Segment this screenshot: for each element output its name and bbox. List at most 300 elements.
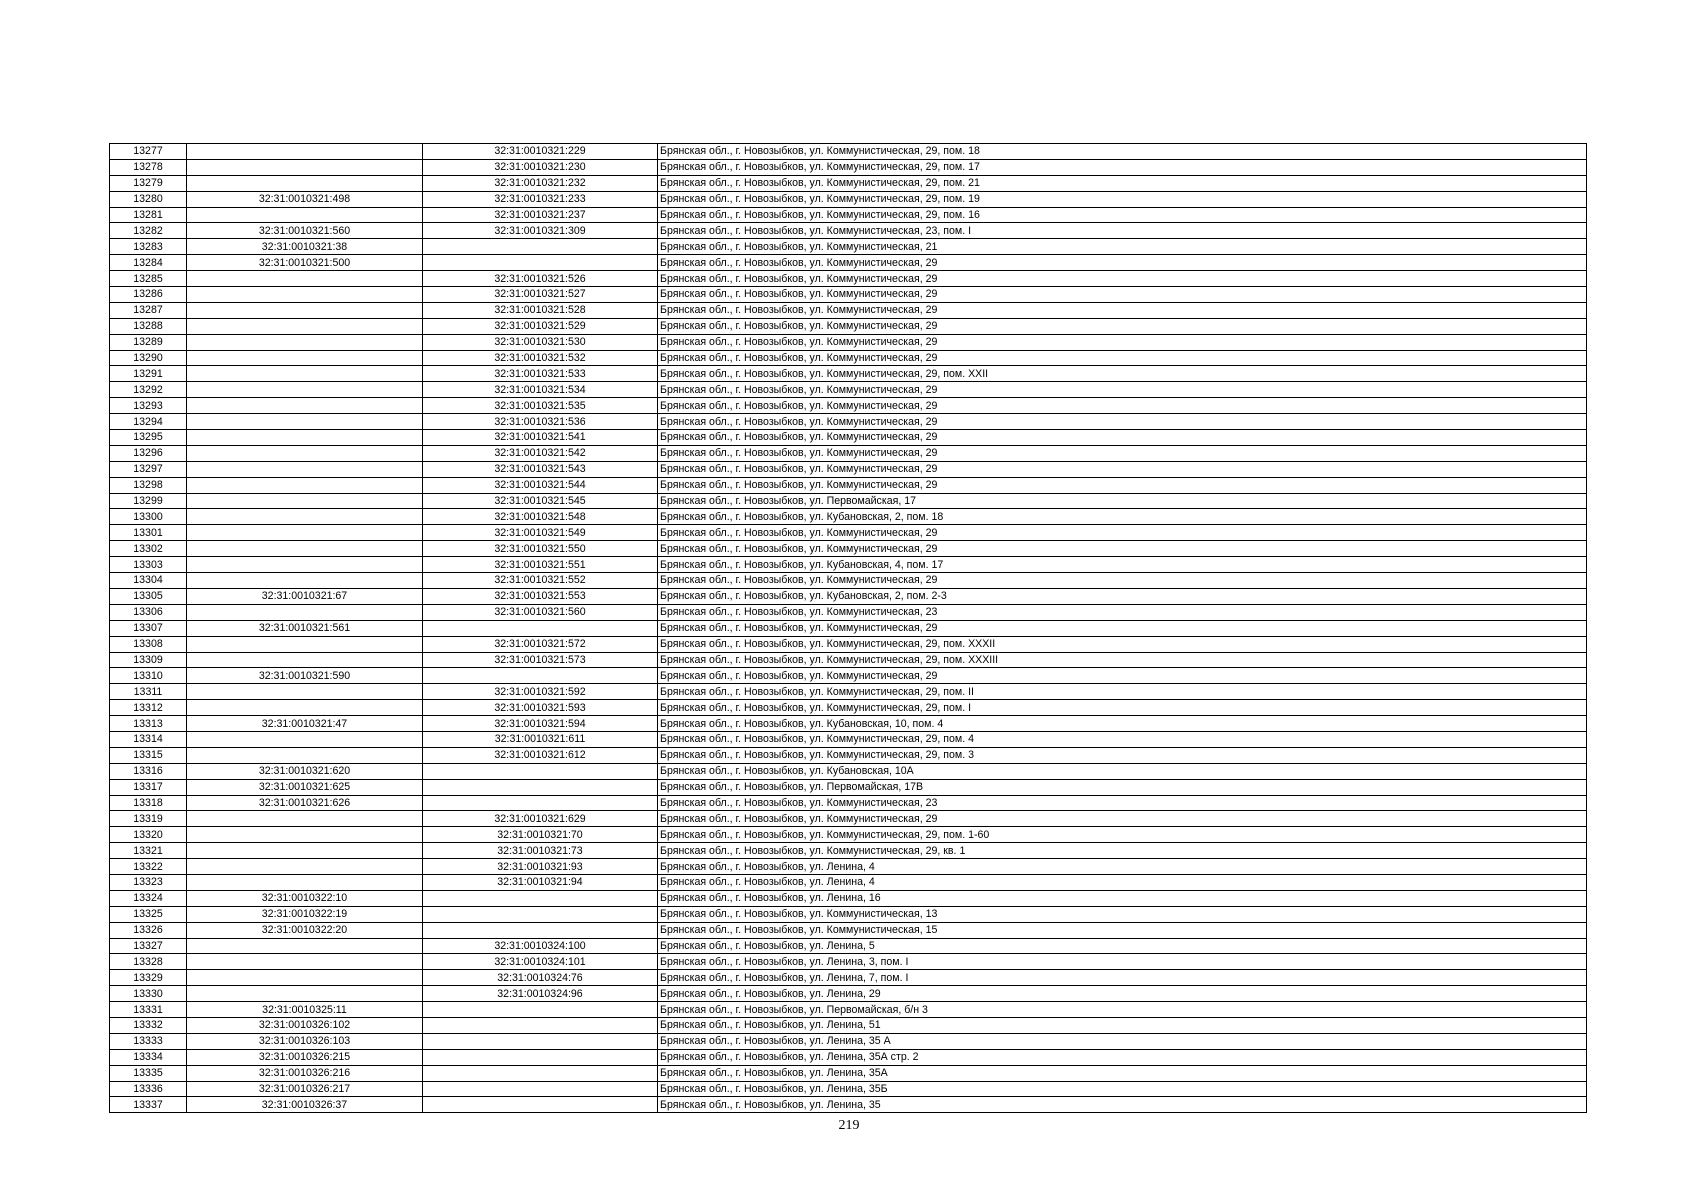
address-cell: Брянская обл., г. Новозыбков, ул. Кубановская, 10, пом. 4 (658, 716, 1587, 732)
object-cadastral-number-cell: 32:31:0010321:529 (423, 318, 658, 334)
row-number-cell: 13321 (110, 843, 187, 859)
object-cadastral-number-cell: 32:31:0010321:534 (423, 382, 658, 398)
land-cadastral-number-cell (187, 271, 423, 287)
row-number-cell: 13315 (110, 747, 187, 763)
address-cell: Брянская обл., г. Новозыбков, ул. Коммунистическая, 29, пом. 3 (658, 747, 1587, 763)
land-cadastral-number-cell: 32:31:0010322:10 (187, 890, 423, 906)
object-cadastral-number-cell: 32:31:0010321:611 (423, 731, 658, 747)
object-cadastral-number-cell: 32:31:0010324:100 (423, 938, 658, 954)
table-row (110, 827, 1587, 843)
row-number-cell: 13334 (110, 1049, 187, 1065)
land-cadastral-number-cell (187, 859, 423, 875)
object-cadastral-number-cell: 32:31:0010321:527 (423, 287, 658, 303)
object-cadastral-number-cell: 32:31:0010321:552 (423, 573, 658, 589)
object-cadastral-number-cell: 32:31:0010321:551 (423, 557, 658, 573)
row-number-cell: 13327 (110, 938, 187, 954)
table-row (110, 398, 1587, 414)
land-cadastral-number-cell (187, 302, 423, 318)
object-cadastral-number-cell: 32:31:0010324:101 (423, 954, 658, 970)
row-number-cell: 13319 (110, 811, 187, 827)
row-number-cell: 13289 (110, 334, 187, 350)
table-row (110, 1097, 1587, 1113)
address-cell: Брянская обл., г. Новозыбков, ул. Кубановская, 4, пом. 17 (658, 557, 1587, 573)
row-number-cell: 13286 (110, 287, 187, 303)
address-cell: Брянская обл., г. Новозыбков, ул. Коммунистическая, 29 (658, 350, 1587, 366)
address-cell: Брянская обл., г. Новозыбков, ул. Ленина, 4 (658, 874, 1587, 890)
land-cadastral-number-cell (187, 350, 423, 366)
object-cadastral-number-cell (423, 1097, 658, 1113)
land-cadastral-number-cell (187, 874, 423, 890)
row-number-cell: 13296 (110, 445, 187, 461)
table-row (110, 588, 1587, 604)
object-cadastral-number-cell: 32:31:0010321:230 (423, 159, 658, 175)
object-cadastral-number-cell: 32:31:0010321:544 (423, 477, 658, 493)
table-row (110, 239, 1587, 255)
table-row (110, 652, 1587, 668)
table-row (110, 493, 1587, 509)
address-cell: Брянская обл., г. Новозыбков, ул. Коммунистическая, 29, пом. 1-60 (658, 827, 1587, 843)
address-cell: Брянская обл., г. Новозыбков, ул. Коммунистическая, 23 (658, 604, 1587, 620)
row-number-cell: 13310 (110, 668, 187, 684)
land-cadastral-number-cell (187, 557, 423, 573)
row-number-cell: 13281 (110, 207, 187, 223)
address-cell: Брянская обл., г. Новозыбков, ул. Коммунистическая, 29 (658, 287, 1587, 303)
address-cell: Брянская обл., г. Новозыбков, ул. Коммунистическая, 29 (658, 334, 1587, 350)
address-cell: Брянская обл., г. Новозыбков, ул. Коммунистическая, 29 (658, 541, 1587, 557)
address-cell: Брянская обл., г. Новозыбков, ул. Коммунистическая, 23, пом. I (658, 223, 1587, 239)
land-cadastral-number-cell: 32:31:0010326:37 (187, 1097, 423, 1113)
object-cadastral-number-cell (423, 1017, 658, 1033)
land-cadastral-number-cell (187, 175, 423, 191)
table-row (110, 954, 1587, 970)
row-number-cell: 13313 (110, 716, 187, 732)
address-cell: Брянская обл., г. Новозыбков, ул. Коммунистическая, 29 (658, 255, 1587, 271)
row-number-cell: 13297 (110, 461, 187, 477)
object-cadastral-number-cell: 32:31:0010321:545 (423, 493, 658, 509)
row-number-cell: 13330 (110, 986, 187, 1002)
row-number-cell: 13329 (110, 970, 187, 986)
table-row (110, 461, 1587, 477)
address-cell: Брянская обл., г. Новозыбков, ул. Коммунистическая, 29, пом. 17 (658, 159, 1587, 175)
table-row (110, 144, 1587, 160)
land-cadastral-number-cell (187, 525, 423, 541)
row-number-cell: 13314 (110, 731, 187, 747)
land-cadastral-number-cell: 32:31:0010321:625 (187, 779, 423, 795)
address-cell: Брянская обл., г. Новозыбков, ул. Ленина, 35 (658, 1097, 1587, 1113)
row-number-cell: 13333 (110, 1033, 187, 1049)
table-row (110, 1049, 1587, 1065)
object-cadastral-number-cell: 32:31:0010321:94 (423, 874, 658, 890)
row-number-cell: 13331 (110, 1002, 187, 1018)
table-row (110, 1017, 1587, 1033)
table-row (110, 604, 1587, 620)
row-number-cell: 13324 (110, 890, 187, 906)
object-cadastral-number-cell: 32:31:0010321:594 (423, 716, 658, 732)
address-cell: Брянская обл., г. Новозыбков, ул. Коммунистическая, 29, пом. 16 (658, 207, 1587, 223)
address-cell: Брянская обл., г. Новозыбков, ул. Коммунистическая, 29, пом. II (658, 684, 1587, 700)
row-number-cell: 13299 (110, 493, 187, 509)
table-row (110, 382, 1587, 398)
object-cadastral-number-cell: 32:31:0010321:543 (423, 461, 658, 477)
object-cadastral-number-cell: 32:31:0010321:528 (423, 302, 658, 318)
land-cadastral-number-cell: 32:31:0010322:19 (187, 906, 423, 922)
row-number-cell: 13305 (110, 588, 187, 604)
table-row (110, 175, 1587, 191)
table-row (110, 1081, 1587, 1097)
object-cadastral-number-cell (423, 922, 658, 938)
row-number-cell: 13283 (110, 239, 187, 255)
row-number-cell: 13304 (110, 573, 187, 589)
address-cell: Брянская обл., г. Новозыбков, ул. Коммунистическая, 29, кв. 1 (658, 843, 1587, 859)
address-cell: Брянская обл., г. Новозыбков, ул. Коммунистическая, 29 (658, 573, 1587, 589)
address-cell: Брянская обл., г. Новозыбков, ул. Ленина, 5 (658, 938, 1587, 954)
address-cell: Брянская обл., г. Новозыбков, ул. Ленина, 3, пом. I (658, 954, 1587, 970)
object-cadastral-number-cell (423, 1002, 658, 1018)
table-row (110, 318, 1587, 334)
object-cadastral-number-cell: 32:31:0010321:592 (423, 684, 658, 700)
table-row (110, 763, 1587, 779)
object-cadastral-number-cell: 32:31:0010321:553 (423, 588, 658, 604)
object-cadastral-number-cell: 32:31:0010321:629 (423, 811, 658, 827)
object-cadastral-number-cell: 32:31:0010321:573 (423, 652, 658, 668)
land-cadastral-number-cell (187, 318, 423, 334)
address-cell: Брянская обл., г. Новозыбков, ул. Ленина, 35Б (658, 1081, 1587, 1097)
address-cell: Брянская обл., г. Новозыбков, ул. Ленина, 4 (658, 859, 1587, 875)
land-cadastral-number-cell: 32:31:0010321:561 (187, 620, 423, 636)
object-cadastral-number-cell: 32:31:0010321:70 (423, 827, 658, 843)
land-cadastral-number-cell (187, 731, 423, 747)
address-cell: Брянская обл., г. Новозыбков, ул. Коммунистическая, 23 (658, 795, 1587, 811)
address-cell: Брянская обл., г. Новозыбков, ул. Коммунистическая, 29 (658, 414, 1587, 430)
row-number-cell: 13280 (110, 191, 187, 207)
row-number-cell: 13292 (110, 382, 187, 398)
land-cadastral-number-cell (187, 573, 423, 589)
object-cadastral-number-cell: 32:31:0010321:532 (423, 350, 658, 366)
object-cadastral-number-cell: 32:31:0010321:533 (423, 366, 658, 382)
address-cell: Брянская обл., г. Новозыбков, ул. Коммунистическая, 29 (658, 430, 1587, 446)
row-number-cell: 13337 (110, 1097, 187, 1113)
registry-table (109, 143, 1587, 1113)
object-cadastral-number-cell: 32:31:0010321:530 (423, 334, 658, 350)
row-number-cell: 13302 (110, 541, 187, 557)
land-cadastral-number-cell (187, 366, 423, 382)
row-number-cell: 13295 (110, 430, 187, 446)
table-row (110, 779, 1587, 795)
address-cell: Брянская обл., г. Новозыбков, ул. Ленина, 35 А (658, 1033, 1587, 1049)
address-cell: Брянская обл., г. Новозыбков, ул. Коммунистическая, 29 (658, 525, 1587, 541)
land-cadastral-number-cell: 32:31:0010321:500 (187, 255, 423, 271)
row-number-cell: 13284 (110, 255, 187, 271)
address-cell: Брянская обл., г. Новозыбков, ул. Коммунистическая, 29, пом. 18 (658, 144, 1587, 160)
table-row (110, 430, 1587, 446)
object-cadastral-number-cell: 32:31:0010321:93 (423, 859, 658, 875)
row-number-cell: 13309 (110, 652, 187, 668)
table-row (110, 573, 1587, 589)
object-cadastral-number-cell: 32:31:0010321:536 (423, 414, 658, 430)
row-number-cell: 13323 (110, 874, 187, 890)
row-number-cell: 13282 (110, 223, 187, 239)
object-cadastral-number-cell: 32:31:0010321:535 (423, 398, 658, 414)
row-number-cell: 13294 (110, 414, 187, 430)
address-cell: Брянская обл., г. Новозыбков, ул. Коммунистическая, 29, пом. XXXIII (658, 652, 1587, 668)
table-row (110, 795, 1587, 811)
row-number-cell: 13316 (110, 763, 187, 779)
table-row (110, 159, 1587, 175)
land-cadastral-number-cell: 32:31:0010321:590 (187, 668, 423, 684)
table-row (110, 938, 1587, 954)
object-cadastral-number-cell (423, 763, 658, 779)
address-cell: Брянская обл., г. Новозыбков, ул. Коммунистическая, 29 (658, 382, 1587, 398)
row-number-cell: 13318 (110, 795, 187, 811)
table-row (110, 477, 1587, 493)
object-cadastral-number-cell (423, 1065, 658, 1081)
table-row (110, 874, 1587, 890)
object-cadastral-number-cell (423, 255, 658, 271)
table-row (110, 636, 1587, 652)
land-cadastral-number-cell (187, 159, 423, 175)
land-cadastral-number-cell: 32:31:0010321:626 (187, 795, 423, 811)
row-number-cell: 13278 (110, 159, 187, 175)
land-cadastral-number-cell (187, 684, 423, 700)
table-row (110, 350, 1587, 366)
land-cadastral-number-cell: 32:31:0010321:498 (187, 191, 423, 207)
address-cell: Брянская обл., г. Новозыбков, ул. Коммунистическая, 29 (658, 668, 1587, 684)
row-number-cell: 13293 (110, 398, 187, 414)
row-number-cell: 13290 (110, 350, 187, 366)
address-cell: Брянская обл., г. Новозыбков, ул. Коммунистическая, 29, пом. 21 (658, 175, 1587, 191)
row-number-cell: 13287 (110, 302, 187, 318)
object-cadastral-number-cell: 32:31:0010321:560 (423, 604, 658, 620)
table-row (110, 287, 1587, 303)
row-number-cell: 13308 (110, 636, 187, 652)
address-cell: Брянская обл., г. Новозыбков, ул. Коммунистическая, 29, пом. I (658, 700, 1587, 716)
object-cadastral-number-cell: 32:31:0010321:612 (423, 747, 658, 763)
land-cadastral-number-cell: 32:31:0010321:620 (187, 763, 423, 779)
address-cell: Брянская обл., г. Новозыбков, ул. Ленина, 35А (658, 1065, 1587, 1081)
address-cell: Брянская обл., г. Новозыбков, ул. Кубановская, 2, пом. 2-3 (658, 588, 1587, 604)
land-cadastral-number-cell (187, 493, 423, 509)
land-cadastral-number-cell (187, 509, 423, 525)
table-row (110, 207, 1587, 223)
land-cadastral-number-cell (187, 477, 423, 493)
row-number-cell: 13332 (110, 1017, 187, 1033)
land-cadastral-number-cell (187, 604, 423, 620)
address-cell: Брянская обл., г. Новозыбков, ул. Ленина, 29 (658, 986, 1587, 1002)
row-number-cell: 13311 (110, 684, 187, 700)
table-row (110, 843, 1587, 859)
land-cadastral-number-cell: 32:31:0010326:102 (187, 1017, 423, 1033)
table-row (110, 716, 1587, 732)
table-row (110, 700, 1587, 716)
table-row (110, 859, 1587, 875)
object-cadastral-number-cell (423, 1081, 658, 1097)
table-row (110, 986, 1587, 1002)
land-cadastral-number-cell (187, 207, 423, 223)
row-number-cell: 13336 (110, 1081, 187, 1097)
row-number-cell: 13298 (110, 477, 187, 493)
land-cadastral-number-cell (187, 430, 423, 446)
address-cell: Брянская обл., г. Новозыбков, ул. Ленина, 51 (658, 1017, 1587, 1033)
row-number-cell: 13328 (110, 954, 187, 970)
row-number-cell: 13300 (110, 509, 187, 525)
table-row (110, 731, 1587, 747)
land-cadastral-number-cell (187, 827, 423, 843)
object-cadastral-number-cell: 32:31:0010321:550 (423, 541, 658, 557)
object-cadastral-number-cell: 32:31:0010321:309 (423, 223, 658, 239)
address-cell: Брянская обл., г. Новозыбков, ул. Коммунистическая, 29 (658, 302, 1587, 318)
table-row (110, 541, 1587, 557)
object-cadastral-number-cell (423, 890, 658, 906)
table-row (110, 525, 1587, 541)
object-cadastral-number-cell (423, 1033, 658, 1049)
address-cell: Брянская обл., г. Новозыбков, ул. Первомайская, 17 (658, 493, 1587, 509)
row-number-cell: 13277 (110, 144, 187, 160)
land-cadastral-number-cell: 32:31:0010322:20 (187, 922, 423, 938)
land-cadastral-number-cell: 32:31:0010325:11 (187, 1002, 423, 1018)
table-row (110, 1033, 1587, 1049)
object-cadastral-number-cell (423, 620, 658, 636)
row-number-cell: 13325 (110, 906, 187, 922)
object-cadastral-number-cell: 32:31:0010324:76 (423, 970, 658, 986)
row-number-cell: 13307 (110, 620, 187, 636)
land-cadastral-number-cell (187, 843, 423, 859)
land-cadastral-number-cell (187, 954, 423, 970)
table-row (110, 1002, 1587, 1018)
row-number-cell: 13288 (110, 318, 187, 334)
land-cadastral-number-cell (187, 398, 423, 414)
object-cadastral-number-cell: 32:31:0010321:229 (423, 144, 658, 160)
address-cell: Брянская обл., г. Новозыбков, ул. Коммунистическая, 21 (658, 239, 1587, 255)
row-number-cell: 13285 (110, 271, 187, 287)
table-row (110, 922, 1587, 938)
land-cadastral-number-cell (187, 144, 423, 160)
object-cadastral-number-cell (423, 668, 658, 684)
object-cadastral-number-cell: 32:31:0010321:548 (423, 509, 658, 525)
address-cell: Брянская обл., г. Новозыбков, ул. Коммунистическая, 29, пом. XXXII (658, 636, 1587, 652)
land-cadastral-number-cell: 32:31:0010326:216 (187, 1065, 423, 1081)
address-cell: Брянская обл., г. Новозыбков, ул. Коммунистическая, 29, пом. XXII (658, 366, 1587, 382)
land-cadastral-number-cell (187, 541, 423, 557)
address-cell: Брянская обл., г. Новозыбков, ул. Кубановская, 2, пом. 18 (658, 509, 1587, 525)
address-cell: Брянская обл., г. Новозыбков, ул. Ленина, 7, пом. I (658, 970, 1587, 986)
land-cadastral-number-cell (187, 636, 423, 652)
address-cell: Брянская обл., г. Новозыбков, ул. Кубановская, 10А (658, 763, 1587, 779)
object-cadastral-number-cell (423, 795, 658, 811)
object-cadastral-number-cell (423, 1049, 658, 1065)
land-cadastral-number-cell (187, 938, 423, 954)
row-number-cell: 13279 (110, 175, 187, 191)
land-cadastral-number-cell (187, 986, 423, 1002)
address-cell: Брянская обл., г. Новозыбков, ул. Коммунистическая, 29 (658, 398, 1587, 414)
address-cell: Брянская обл., г. Новозыбков, ул. Первомайская, 17В (658, 779, 1587, 795)
table-row (110, 509, 1587, 525)
row-number-cell: 13322 (110, 859, 187, 875)
row-number-cell: 13312 (110, 700, 187, 716)
address-cell: Брянская обл., г. Новозыбков, ул. Ленина, 16 (658, 890, 1587, 906)
table-row (110, 191, 1587, 207)
address-cell: Брянская обл., г. Новозыбков, ул. Коммунистическая, 13 (658, 906, 1587, 922)
object-cadastral-number-cell: 32:31:0010321:542 (423, 445, 658, 461)
row-number-cell: 13335 (110, 1065, 187, 1081)
land-cadastral-number-cell (187, 970, 423, 986)
address-cell: Брянская обл., г. Новозыбков, ул. Коммунистическая, 29 (658, 461, 1587, 477)
object-cadastral-number-cell: 32:31:0010321:541 (423, 430, 658, 446)
table-row (110, 557, 1587, 573)
table-row (110, 445, 1587, 461)
address-cell: Брянская обл., г. Новозыбков, ул. Первомайская, б/н 3 (658, 1002, 1587, 1018)
land-cadastral-number-cell (187, 747, 423, 763)
address-cell: Брянская обл., г. Новозыбков, ул. Коммунистическая, 29, пом. 4 (658, 731, 1587, 747)
row-number-cell: 13306 (110, 604, 187, 620)
table-row (110, 1065, 1587, 1081)
object-cadastral-number-cell (423, 239, 658, 255)
object-cadastral-number-cell: 32:31:0010321:237 (423, 207, 658, 223)
object-cadastral-number-cell: 32:31:0010321:233 (423, 191, 658, 207)
table-row (110, 890, 1587, 906)
land-cadastral-number-cell (187, 445, 423, 461)
land-cadastral-number-cell: 32:31:0010326:217 (187, 1081, 423, 1097)
row-number-cell: 13326 (110, 922, 187, 938)
object-cadastral-number-cell: 32:31:0010321:593 (423, 700, 658, 716)
land-cadastral-number-cell (187, 287, 423, 303)
registry-table-body (110, 144, 1587, 1113)
table-row (110, 414, 1587, 430)
object-cadastral-number-cell: 32:31:0010321:73 (423, 843, 658, 859)
land-cadastral-number-cell: 32:31:0010321:67 (187, 588, 423, 604)
land-cadastral-number-cell (187, 414, 423, 430)
table-row (110, 366, 1587, 382)
address-cell: Брянская обл., г. Новозыбков, ул. Коммунистическая, 15 (658, 922, 1587, 938)
table-row (110, 255, 1587, 271)
land-cadastral-number-cell: 32:31:0010326:215 (187, 1049, 423, 1065)
table-row (110, 302, 1587, 318)
land-cadastral-number-cell: 32:31:0010326:103 (187, 1033, 423, 1049)
address-cell: Брянская обл., г. Новозыбков, ул. Коммунистическая, 29 (658, 445, 1587, 461)
address-cell: Брянская обл., г. Новозыбков, ул. Коммунистическая, 29 (658, 318, 1587, 334)
table-row (110, 223, 1587, 239)
table-row (110, 684, 1587, 700)
row-number-cell: 13303 (110, 557, 187, 573)
object-cadastral-number-cell: 32:31:0010321:572 (423, 636, 658, 652)
address-cell: Брянская обл., г. Новозыбков, ул. Ленина, 35А стр. 2 (658, 1049, 1587, 1065)
land-cadastral-number-cell (187, 461, 423, 477)
land-cadastral-number-cell (187, 700, 423, 716)
land-cadastral-number-cell (187, 382, 423, 398)
table-row (110, 271, 1587, 287)
row-number-cell: 13320 (110, 827, 187, 843)
address-cell: Брянская обл., г. Новозыбков, ул. Коммунистическая, 29 (658, 620, 1587, 636)
land-cadastral-number-cell: 32:31:0010321:38 (187, 239, 423, 255)
table-row (110, 970, 1587, 986)
table-row (110, 620, 1587, 636)
land-cadastral-number-cell: 32:31:0010321:47 (187, 716, 423, 732)
page-number: 219 (838, 1118, 860, 1133)
land-cadastral-number-cell (187, 334, 423, 350)
address-cell: Брянская обл., г. Новозыбков, ул. Коммунистическая, 29 (658, 477, 1587, 493)
row-number-cell: 13301 (110, 525, 187, 541)
registry-table-container (109, 143, 1586, 1113)
object-cadastral-number-cell: 32:31:0010321:232 (423, 175, 658, 191)
table-row (110, 906, 1587, 922)
address-cell: Брянская обл., г. Новозыбков, ул. Коммунистическая, 29 (658, 271, 1587, 287)
address-cell: Брянская обл., г. Новозыбков, ул. Коммунистическая, 29 (658, 811, 1587, 827)
land-cadastral-number-cell (187, 652, 423, 668)
table-row (110, 747, 1587, 763)
land-cadastral-number-cell (187, 811, 423, 827)
table-row (110, 668, 1587, 684)
land-cadastral-number-cell: 32:31:0010321:560 (187, 223, 423, 239)
object-cadastral-number-cell (423, 779, 658, 795)
